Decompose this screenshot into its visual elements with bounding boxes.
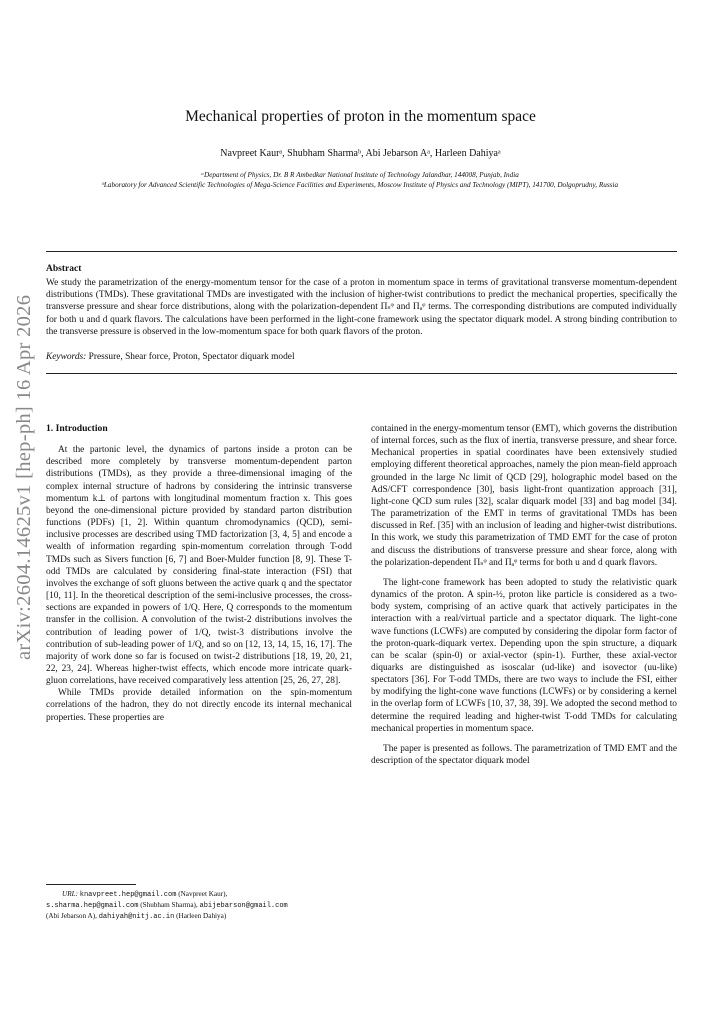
affiliations — [70, 170, 650, 191]
email-link[interactable]: knavpreet.hep@gmail.com — [79, 891, 177, 899]
arxiv-stamp — [3, 280, 43, 660]
left-column — [46, 423, 352, 724]
author-name: (Shubham Sharma), — [140, 901, 198, 909]
paragraph: contained in the energy-momentum tensor (EMT), which governs the distribution of internal forces, such as the flux of inertia, transverse pressure, and shear force. Mechanical properties in spatial coordinates have been extensively studied employing different theoretical approaches, namely the pion mean-field approach grounded in the large Nc limit of QCD [29], holographic model based on the AdS/CFT correspondence [30], basis light-front quantization approach [31], light-cone QCD sum rules [32], scalar diquark model [33] and bag model [34]. The parametrization of the EMT in terms of gravitational TMDs has been discussed in Ref. [35] with an inclusion of leading and higher-twist distributions. In this work, we study this parametrization of TMD EMT for the case of proton and discuss the distributions of transverse pressure and shear force, along with the polarization-dependent Πₛᵠ and Πₐᵠ terms for both u and d quark flavors. — [371, 424, 678, 568]
email-link[interactable]: s.sharma.hep@gmail.com — [46, 902, 139, 910]
author-name: (Navpreet Kaur), — [178, 890, 228, 898]
right-column — [371, 423, 677, 767]
email-link[interactable]: dahiyah@nitj.ac.in — [98, 913, 175, 921]
affiliation-a: ᵃDepartment of Physics, Dr. B R Ambedkar National Institute of Technology Jalandhar, 144008, Punjab, India — [201, 171, 519, 179]
footnote — [46, 889, 352, 922]
paragraph: The paper is presented as follows. The parametrization of TMD EMT and the description of the spectator diquark model — [371, 743, 677, 767]
author-name: (Abi Jebarson A), — [46, 912, 97, 920]
keywords-text: Pressure, Shear force, Proton, Spectator diquark model — [88, 352, 295, 362]
affiliation-b: ᵇLaboratory for Advanced Scientific Technologies of Mega-Science Facilities and Experiments, Moscow Institute of Physics and Technology (MIPT), 141700, Dolgoprudny, Russia — [101, 181, 619, 190]
paragraph: At the partonic level, the dynamics of partons inside a proton can be described more completely by transverse momentum-dependent parton distributions (TMDs), as they provide a three-dimensional imaging of the complex internal structure of hadrons by considering the intrinsic transverse momentum k⊥ of partons with longitudinal momentum fraction x. This goes beyond the one-dimensional picture provided by standard parton distribution functions (PDFs) [1, 2]. Within quantum chromodynamics (QCD), semi-inclusive processes are described using TMD factorization [3, 4, 5] and encode a wealth of information regarding spin-momentum correlation through T-odd TMDs such as Sivers function [6, 7] and Boer-Mulder function [8, 9]. These T-odd TMDs are calculated by considering final-state interaction (FSI) that involves the exchange of soft gluons between the active quark q and the spectator [10, 11]. In the theoretical description of the semi-inclusive processes, the cross-sections are expanded in powers of 1/Q. Here, Q corresponds to the momentum transfer in the collision. A convolution of the twist-2 distributions involves the contribution of leading power of 1/Q, twist-3 distributions involve the contribution of sub-leading power of 1/Q, and so on [12, 13, 14, 15, 16, 17]. The majority of work done so far is focused on twist-2 distributions [18, 19, 20, 21, 22, 23, 24]. Whereas higher-twist effects, which encode more intricate quark-gluon correlations, have received comparatively less attention [25, 26, 27, 28]. — [46, 445, 352, 687]
bottom-rule — [46, 373, 677, 374]
author-name: (Harleen Dahiya) — [176, 912, 227, 920]
paragraph: While TMDs provide detailed information on the spin-momentum correlations of the hadron, they do not directly encode its internal mechanical properties. These properties are — [46, 688, 352, 723]
paragraph: The light-cone framework has been adopted to study the relativistic quark dynamics of the proton. A spin-½, proton like particle is considered as a two-body system, comprising of an active quark that actively participates in the interaction with a real/virtual particle and a spectator diquark. The light-cone wave functions (LCWFs) are computed by considering the dipolar form factor of the proton-quark-diquark vertex. Depending upon the spin structure, a diquark can be scalar (spin-0) or axial-vector (spin-1). Further, these axial-vector diquarks are distinguished as isoscalar (ud-like) and isovector (uu-like) spectators [36]. For T-odd TMDs, there are two ways to include the FSI, either by modifying the light-cone wave functions (LCWFs) or by considering a kernel in the overlap form of LCWFs [10, 37, 38, 39]. We adopted the second method to determine the required leading and higher-twist T-odd TMDs for calculating mechanical properties in momentum space. — [371, 577, 677, 734]
author-list: Navpreet Kaurᵃ, Shubham Sharmaᵇ, Abi Jebarson Aᵃ, Harleen Dahiyaᵃ — [220, 148, 501, 159]
email-link[interactable]: abijebarson@gmail.com — [199, 902, 288, 910]
abstract-text: We study the parametrization of the energy-momentum tensor for the case of a proton in momentum space in terms of gravitational transverse momentum-dependent distributions (TMDs). These gravitational TMDs are investigated with the inclusion of higher-twist contributions to predict the mechanical properties, specifically the transverse pressure and shear force distributions, along with the polarization-dependent Πₛᵠ and Πₐᵠ terms. The corresponding distributions are computed individually for both u and d quark flavors. The calculations have been performed in the light-cone framework using the spectator diquark model. A strong binding contribution to the transverse pressure is observed in the low-momentum space for both quark flavors of the proton. — [46, 278, 677, 337]
section-heading: 1. Introduction — [46, 423, 108, 434]
footnote-label: URL: — [62, 890, 78, 898]
abstract-heading: Abstract — [46, 264, 82, 274]
arxiv-stamp-text: arXiv:2604.14625v1 [hep-ph] 16 Apr 2026 — [13, 294, 35, 660]
keywords — [46, 352, 677, 362]
footnote-rule — [46, 884, 136, 885]
top-rule — [46, 251, 677, 252]
paper-title: Mechanical properties of proton in the momentum space — [185, 108, 536, 125]
keywords-label: Keywords: — [46, 352, 87, 362]
